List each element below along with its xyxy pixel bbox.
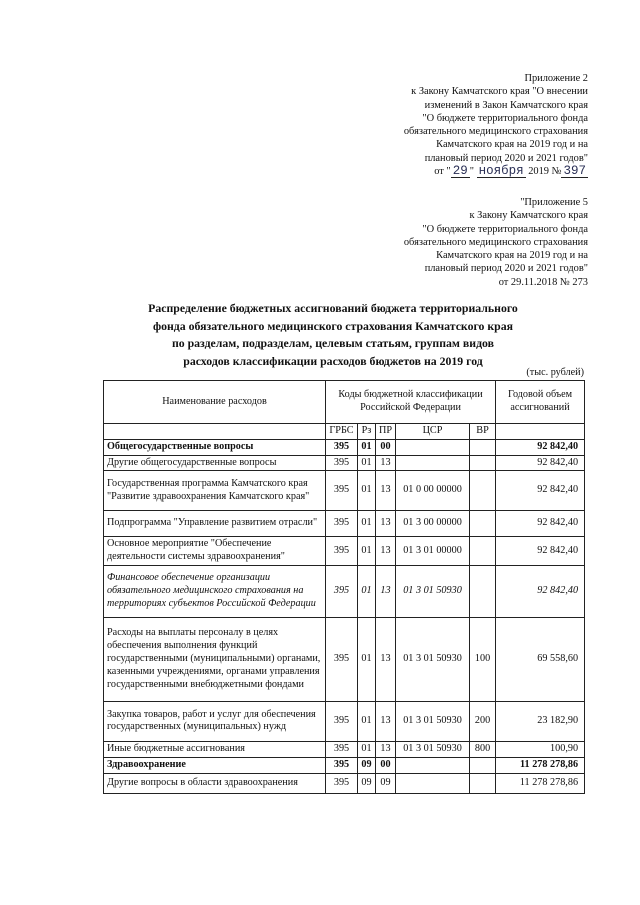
row-pr: 13 [376, 617, 396, 701]
row-name: Другие общегосударственные вопросы [104, 455, 326, 471]
row-vr [470, 565, 496, 617]
appendix-line: "О бюджете территориального фонда [422, 223, 588, 235]
row-grbs: 395 [326, 471, 358, 511]
row-amount: 69 558,60 [496, 617, 585, 701]
appendix-line: "Приложение 5 [520, 197, 588, 208]
table-row [104, 455, 585, 471]
row-vr [470, 757, 496, 773]
table-row [104, 773, 585, 793]
header-amount: Годовой объем ассигнований [496, 381, 585, 424]
table-row [104, 757, 585, 773]
title-line: Распределение бюджетных ассигнований бюджета территориального [148, 301, 518, 315]
title-line: расходов классификации расходов бюджетов на 2019 год [183, 353, 483, 368]
appendix-line: плановый период 2020 и 2021 годов" [424, 263, 588, 275]
row-rz: 01 [358, 455, 376, 471]
row-pr: 00 [376, 757, 396, 773]
row-grbs: 395 [326, 511, 358, 537]
header-codes: Коды бюджетной классификации Российской Федерации [326, 381, 496, 424]
row-csr: 01 3 01 50930 [396, 741, 470, 757]
row-vr [470, 455, 496, 471]
title-line: фонда обязательного медицинского страхования Камчатского края [152, 318, 514, 333]
row-csr: 01 3 00 00000 [396, 511, 470, 537]
row-csr [396, 757, 470, 773]
table-row [104, 471, 585, 511]
row-grbs: 395 [326, 565, 358, 617]
appendix-line: плановый период 2020 и 2021 годов" [424, 152, 588, 164]
row-pr: 13 [376, 511, 396, 537]
document-title [100, 300, 566, 370]
row-name: Расходы на выплаты персоналу в целях обеспечения выполнения функций государственными (муниципальными) органами, казенными учреждениями, органами управления государственными внебюджетными фондами [104, 617, 326, 701]
row-rz: 09 [358, 773, 376, 793]
row-name: Иные бюджетные ассигнования [104, 741, 326, 757]
row-amount: 92 842,40 [496, 537, 585, 566]
row-csr [396, 773, 470, 793]
appendix-line: обязательного медицинского страхования [403, 236, 588, 248]
header-grbs: ГРБС [326, 424, 358, 440]
row-csr: 01 0 00 00000 [396, 471, 470, 511]
row-grbs: 395 [326, 537, 358, 566]
table-row [104, 701, 585, 741]
appendix-line: Камчатского края на 2019 год и на [436, 250, 588, 262]
row-amount: 92 842,40 [496, 565, 585, 617]
header-blank [104, 424, 326, 440]
row-pr: 00 [376, 439, 396, 455]
row-name: Закупка товаров, работ и услуг для обеспечения государственных (муниципальных) нужд [104, 701, 326, 741]
date-day: 29 [452, 164, 468, 179]
date-month: ноября [478, 164, 524, 179]
row-rz: 01 [358, 617, 376, 701]
header-blank [496, 424, 585, 440]
law-number: 397 [563, 164, 586, 179]
row-name: Подпрограмма "Управление развитием отрасли" [104, 511, 326, 537]
row-amount: 92 842,40 [496, 471, 585, 511]
row-grbs: 395 [326, 773, 358, 793]
appendix-line: Камчатского края на 2019 год и на [436, 139, 588, 151]
row-grbs: 395 [326, 439, 358, 455]
row-name: Основное мероприятие "Обеспечение деятельности системы здравоохранения" [104, 537, 326, 566]
title-line: по разделам, подразделам, целевым статьям, группам видов [171, 336, 495, 350]
row-amount: 11 278 278,86 [496, 757, 585, 773]
header-vr: ВР [470, 424, 496, 440]
row-rz: 01 [358, 471, 376, 511]
date-prefix: от " [434, 166, 451, 178]
header-rz: Рз [358, 424, 376, 440]
appendix-line: к Закону Камчатского края [469, 210, 588, 222]
date-year: 2019 № [528, 166, 562, 178]
row-pr: 13 [376, 565, 396, 617]
table-row [104, 565, 585, 617]
row-name: Финансовое обеспечение организации обязательного медицинского страхования на территориях субъектов Российской Федерации [104, 565, 326, 617]
row-name: Общегосударственные вопросы [104, 439, 326, 455]
row-rz: 01 [358, 439, 376, 455]
appendix-line: Приложение 2 [524, 73, 588, 84]
row-csr [396, 439, 470, 455]
row-grbs: 395 [326, 455, 358, 471]
row-grbs: 395 [326, 617, 358, 701]
header-csr: ЦСР [396, 424, 470, 440]
header-name: Наименование расходов [104, 381, 326, 424]
row-csr: 01 3 01 00000 [396, 537, 470, 566]
row-vr [470, 511, 496, 537]
table-row [104, 617, 585, 701]
row-grbs: 395 [326, 757, 358, 773]
row-vr: 800 [470, 741, 496, 757]
row-pr: 09 [376, 773, 396, 793]
row-amount: 92 842,40 [496, 455, 585, 471]
date-quote: " [469, 166, 474, 178]
row-rz: 01 [358, 511, 376, 537]
table-row [104, 537, 585, 566]
row-amount: 23 182,90 [496, 701, 585, 741]
appendix-line: обязательного медицинского страхования [403, 126, 588, 138]
row-vr [470, 471, 496, 511]
appendix-line: изменений в Закон Камчатского края [424, 99, 588, 111]
row-rz: 01 [358, 537, 376, 566]
table-row [104, 511, 585, 537]
row-pr: 13 [376, 455, 396, 471]
row-pr: 13 [376, 741, 396, 757]
row-vr [470, 773, 496, 793]
row-vr [470, 537, 496, 566]
row-amount: 92 842,40 [496, 511, 585, 537]
appendix-line: "О бюджете территориального фонда [422, 112, 588, 124]
row-rz: 01 [358, 741, 376, 757]
row-rz: 09 [358, 757, 376, 773]
row-csr: 01 3 01 50930 [396, 617, 470, 701]
row-amount: 11 278 278,86 [496, 773, 585, 793]
row-grbs: 395 [326, 701, 358, 741]
units-label: (тыс. рублей) [526, 367, 584, 378]
appendix-new-block [404, 72, 588, 178]
row-grbs: 395 [326, 741, 358, 757]
table-row [104, 439, 585, 455]
appendix-line: к Закону Камчатского края "О внесении [411, 86, 588, 98]
row-pr: 13 [376, 537, 396, 566]
row-pr: 13 [376, 701, 396, 741]
appendix-line: от 29.11.2018 № 273 [498, 276, 588, 288]
row-vr: 100 [470, 617, 496, 701]
row-vr: 200 [470, 701, 496, 741]
appendix-date-line [404, 165, 588, 178]
row-pr: 13 [376, 471, 396, 511]
row-name: Здравоохранение [104, 757, 326, 773]
budget-table [103, 380, 585, 794]
row-amount: 100,90 [496, 741, 585, 757]
row-amount: 92 842,40 [496, 439, 585, 455]
row-csr: 01 3 01 50930 [396, 701, 470, 741]
row-name: Другие вопросы в области здравоохранения [104, 773, 326, 793]
appendix-old-block [404, 196, 588, 289]
row-vr [470, 439, 496, 455]
header-pr: ПР [376, 424, 396, 440]
table-row [104, 741, 585, 757]
row-csr [396, 455, 470, 471]
row-csr: 01 3 01 50930 [396, 565, 470, 617]
row-rz: 01 [358, 565, 376, 617]
row-name: Государственная программа Камчатского края "Развитие здравоохранения Камчатского края" [104, 471, 326, 511]
row-rz: 01 [358, 701, 376, 741]
